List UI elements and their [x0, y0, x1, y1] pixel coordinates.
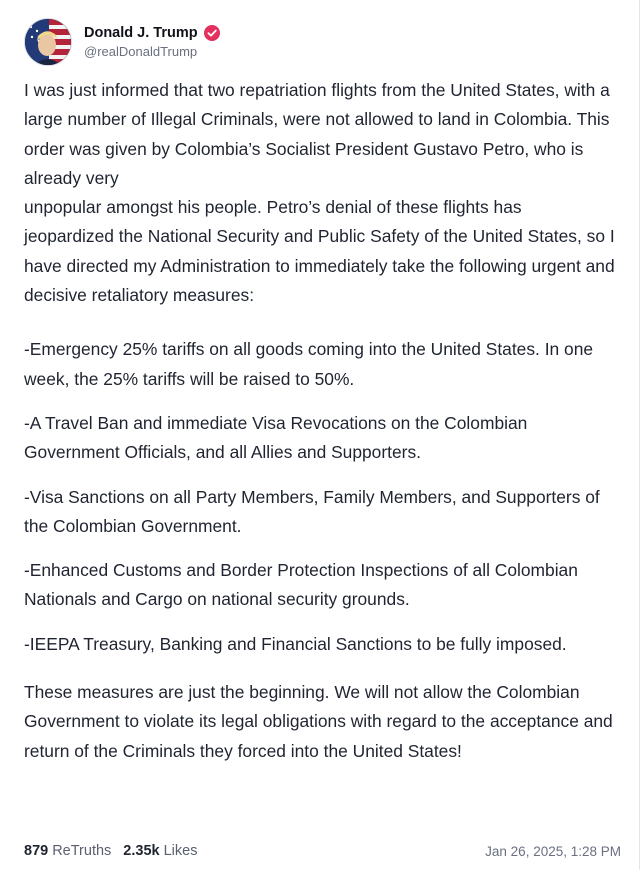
post-paragraph: -Visa Sanctions on all Party Members, Family Members, and Supporters of the Colombian Government. — [24, 486, 600, 536]
likes-count: 2.35k — [123, 843, 160, 859]
post-paragraph: -IEEPA Treasury, Banking and Financial Sanctions to be fully imposed. — [24, 633, 567, 654]
author-block — [84, 25, 220, 59]
retruths-count: 879 — [24, 843, 49, 859]
post-paragraph: -A Travel Ban and immediate Visa Revocations on the Colombian Government Officials, and all Allies and Supporters. — [24, 412, 528, 463]
likes-label: Likes — [163, 843, 198, 859]
post-paragraph: -Emergency 25% tariffs on all goods coming into the United States. In one week, the 25% tariffs will be raised to 50%. — [24, 339, 594, 389]
name-row — [84, 25, 220, 41]
post-paragraph: -Enhanced Customs and Border Protection Inspections of all Colombian Nationals and Cargo on national security grounds. — [24, 560, 578, 610]
retruths-stat[interactable] — [24, 843, 111, 859]
post-paragraph: These measures are just the beginning. We will not allow the Colombian Government to violate its legal obligations with regard to the acceptance and return of the Criminals they forced into the United States! — [24, 682, 613, 761]
post-header — [24, 14, 615, 70]
post-body — [24, 76, 615, 766]
avatar[interactable] — [24, 18, 72, 66]
post-timestamp[interactable]: Jan 26, 2025, 1:28 PM — [485, 843, 621, 859]
post-paragraph: I was just informed that two repatriation flights from the United States, with a large number of Illegal Criminals, were not allowed to land in Colombia. This order was given by Colombia’s Socialist President Gustavo Petro, who is already very — [24, 80, 610, 188]
author-handle[interactable]: @realDonaldTrump — [84, 44, 198, 59]
post-paragraph: unpopular amongst his people. Petro’s denial of these flights has jeopardized the National Security and Public Safety of the United States, so I have directed my Administration to immediately take the following urgent and decisive retaliatory measures: — [24, 197, 615, 306]
retruths-label: ReTruths — [52, 843, 112, 859]
author-display-name[interactable]: Donald J. Trump — [84, 25, 198, 41]
avatar-image — [25, 19, 71, 65]
likes-stat[interactable] — [123, 843, 197, 859]
post-footer — [24, 843, 621, 859]
verified-badge-icon — [204, 25, 220, 41]
